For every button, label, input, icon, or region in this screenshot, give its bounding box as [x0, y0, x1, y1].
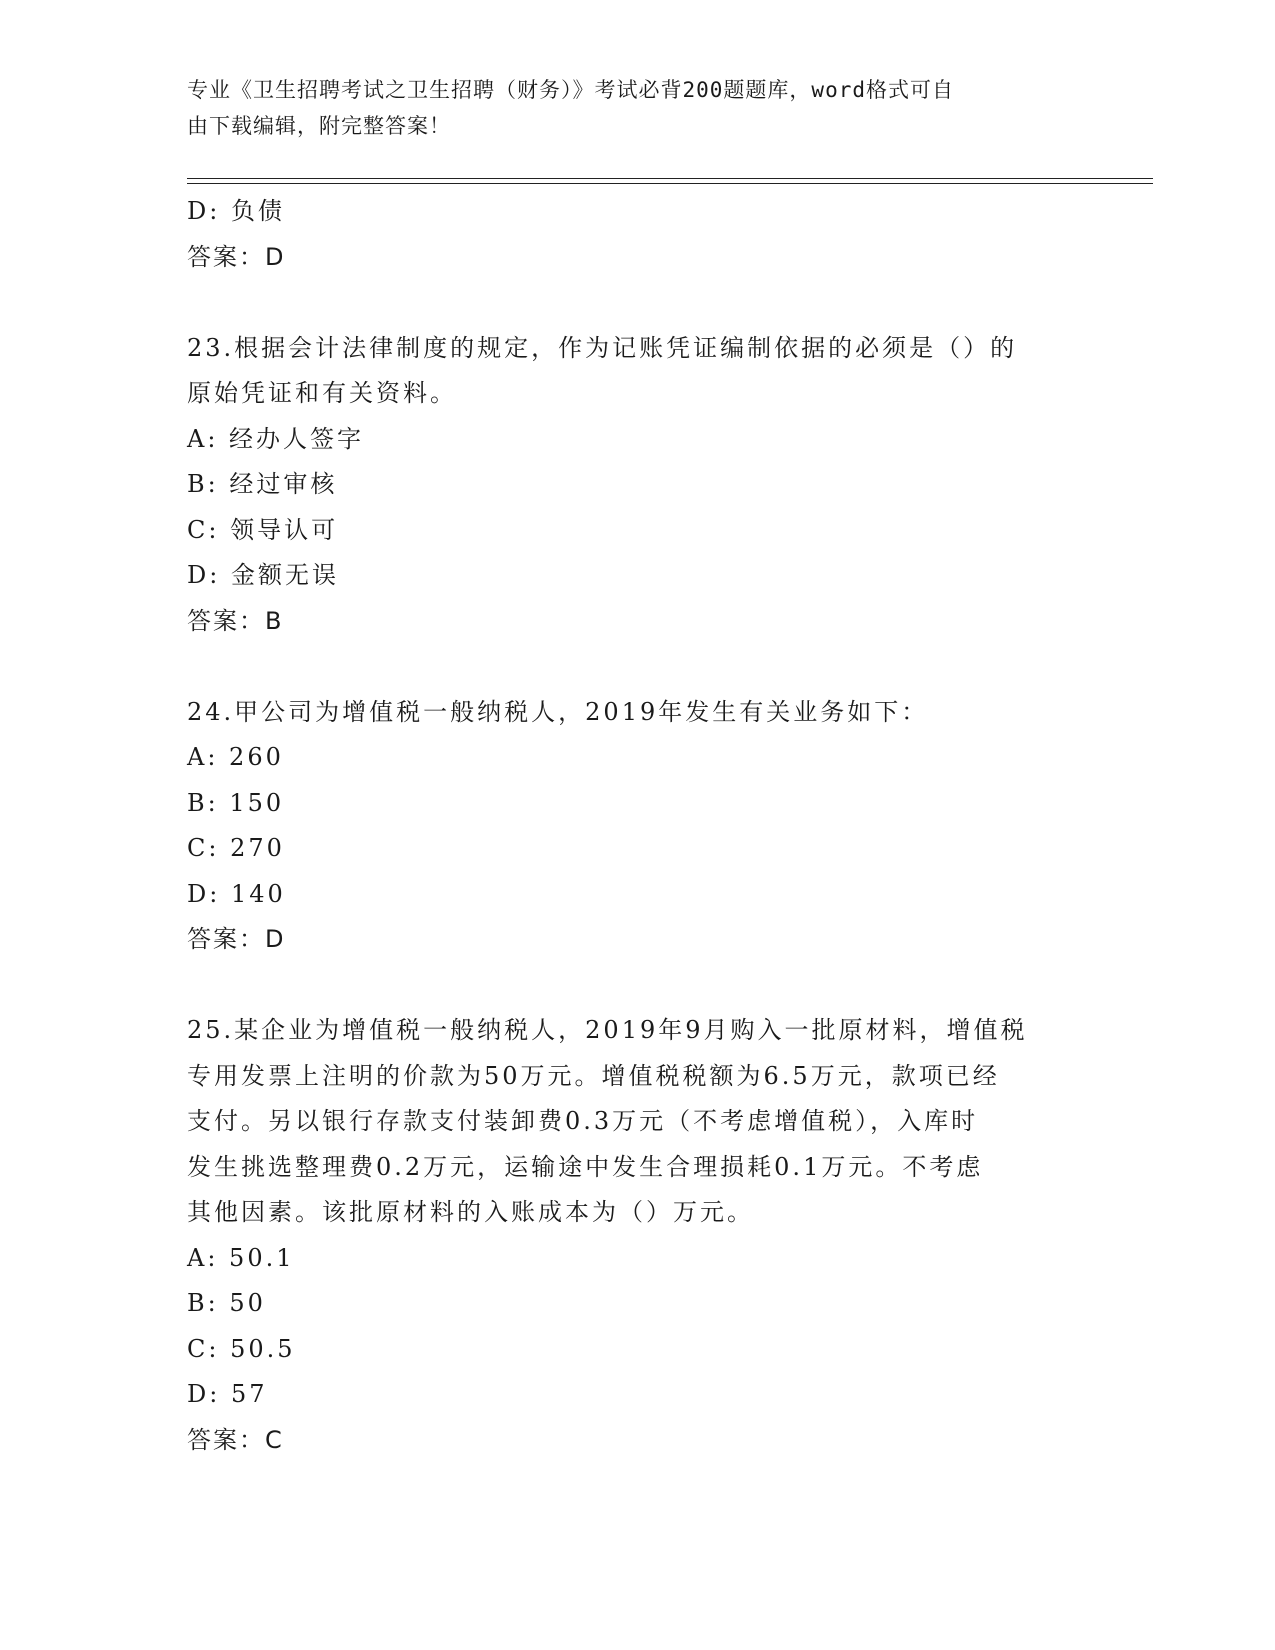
- question-stem: 支付。另以银行存款支付装卸费0.3万元（不考虑增值税），入库时: [187, 1107, 979, 1135]
- question-stem: 23.根据会计法律制度的规定，作为记账凭证编制依据的必须是（）的: [187, 333, 1018, 362]
- option-c: C: 50.5: [187, 1334, 296, 1363]
- option-b: B: 150: [187, 788, 285, 817]
- question-stem: 发生挑选整理费0.2万元，运输途中发生合理损耗0.1万元。不考虑: [187, 1152, 984, 1181]
- header-title-line-2: 由下载编辑，附完整答案！: [187, 114, 451, 138]
- option-b: B: 经过审核: [187, 470, 338, 498]
- answer: 答案：D: [187, 925, 286, 953]
- question-25: [187, 1008, 1087, 1463]
- question-23: [187, 326, 1087, 645]
- question-stem: 专用发票上注明的价款为50万元。增值税税额为6.5万元，款项已经: [187, 1061, 1000, 1090]
- question-stem: 其他因素。该批原材料的入账成本为（）万元。: [187, 1198, 754, 1226]
- option-d: D: 负债: [187, 197, 285, 225]
- spacer: [187, 644, 1087, 690]
- spacer: [187, 963, 1087, 1009]
- option-d: D: 57: [187, 1380, 268, 1408]
- option-c: C: 270: [187, 834, 285, 862]
- option-a: A: 50.1: [187, 1243, 295, 1272]
- option-d: D: 140: [187, 879, 286, 908]
- option-a: A: 260: [187, 743, 284, 771]
- question-list: [187, 189, 1087, 1463]
- question-22-tail: [187, 189, 1087, 280]
- header-title-line-1: 专业《卫生招聘考试之卫生招聘（财务）》考试必背200题题库，word格式可自: [187, 78, 954, 102]
- question-stem: 原始凭证和有关资料。: [187, 379, 457, 407]
- header-divider-bottom: [187, 183, 1153, 184]
- spacer: [187, 280, 1087, 326]
- answer: 答案：B: [187, 606, 284, 635]
- question-stem: 25.某企业为增值税一般纳税人，2019年9月购入一批原材料，增值税: [187, 1016, 1028, 1044]
- answer: 答案：C: [187, 1425, 284, 1454]
- question-24: [187, 690, 1087, 963]
- option-b: B: 50: [187, 1289, 266, 1317]
- header-divider-top: [187, 178, 1153, 179]
- option-c: C: 领导认可: [187, 515, 339, 544]
- answer: 答案：D: [187, 242, 286, 271]
- option-d: D: 金额无误: [187, 561, 339, 589]
- option-a: A: 经办人签字: [187, 424, 365, 453]
- page-header: [187, 72, 1087, 144]
- question-stem: 24.甲公司为增值税一般纳税人，2019年发生有关业务如下：: [187, 697, 929, 726]
